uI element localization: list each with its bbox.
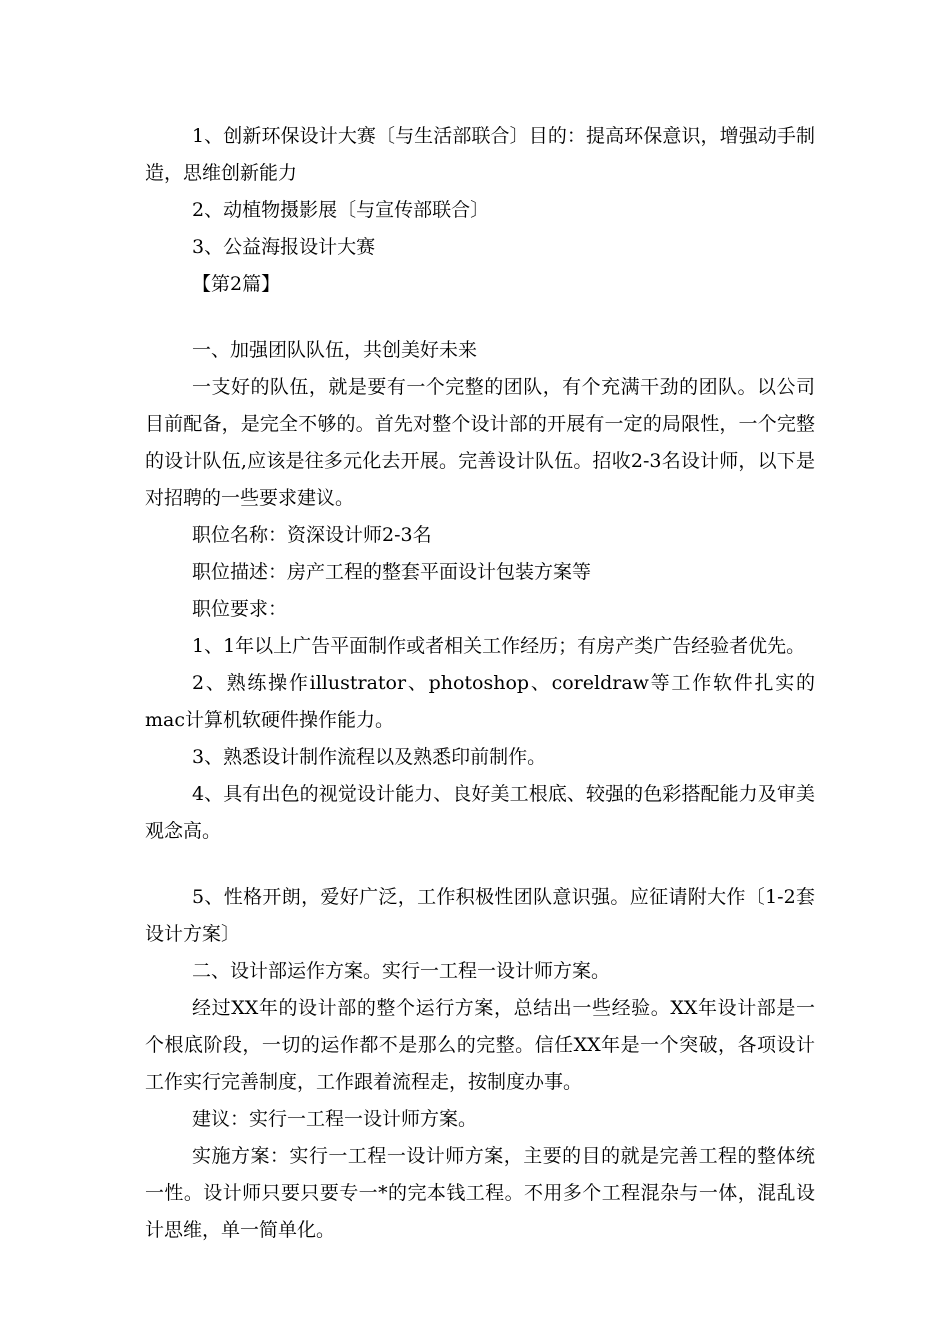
requirement-2: 2、熟练操作illustrator、photoshop、coreldraw等工作软件扎实的mac计算机软硬件操作能力。 [145, 672, 815, 731]
suggestion: 建议：实行一工程一设计师方案。 [192, 1108, 478, 1130]
operation-plan-heading: 二、设计部运作方案。实行一工程一设计师方案。 [192, 960, 611, 982]
requirement-4: 4、具有出色的视觉设计能力、良好美工根底、较强的色彩搭配能力及审美观念高。 [145, 783, 815, 842]
job-description: 职位描述：房产工程的整套平面设计包装方案等 [192, 561, 592, 583]
operation-summary: 经过XX年的设计部的整个运行方案，总结出一些经验。XX年设计部是一个根底阶段，一切的运作都不是那么的完整。信任XX年是一个突破，各项设计工作实行完善制度，工作跟着流程走，按制度办事。 [145, 997, 815, 1093]
requirement-3: 3、熟悉设计制作流程以及熟悉印前制作。 [192, 746, 547, 768]
requirement-5: 5、性格开朗，爱好广泛，工作积极性团队意识强。应征请附大作〔1-2套设计方案〕 [145, 886, 815, 945]
team-paragraph: 一支好的队伍，就是要有一个完整的团队，有个充满干劲的团队。以公司目前配备，是完全不够的。首先对整个设计部的开展有一定的局限性，一个完整的设计队伍,应该是往多元化去开展。完善设计队伍。招收2-3名设计师，以下是对招聘的一些要求建议。 [145, 376, 815, 509]
section-heading-part-2: 【第2篇】 [192, 273, 281, 295]
activity-item-3: 3、公益海报设计大赛 [192, 236, 376, 258]
document-body [145, 118, 815, 1249]
requirement-1: 1、1年以上广告平面制作或者相关工作经历；有房产类广告经验者优先。 [192, 635, 806, 657]
job-title: 职位名称：资深设计师2-3名 [192, 524, 432, 546]
team-heading: 一、加强团队队伍，共创美好未来 [192, 339, 478, 361]
implementation-plan: 实施方案：实行一工程一设计师方案，主要的目的就是完善工程的整体统一性。设计师只要只要专一*的完本钱工程。不用多个工程混杂与一体，混乱设计思维，单一简单化。 [145, 1145, 815, 1241]
job-requirements-heading: 职位要求： [192, 598, 288, 620]
activity-item-2: 2、动植物摄影展〔与宣传部联合〕 [192, 199, 490, 221]
activity-item-1: 1、创新环保设计大赛〔与生活部联合〕目的：提高环保意识，增强动手制造，思维创新能力 [145, 125, 815, 184]
